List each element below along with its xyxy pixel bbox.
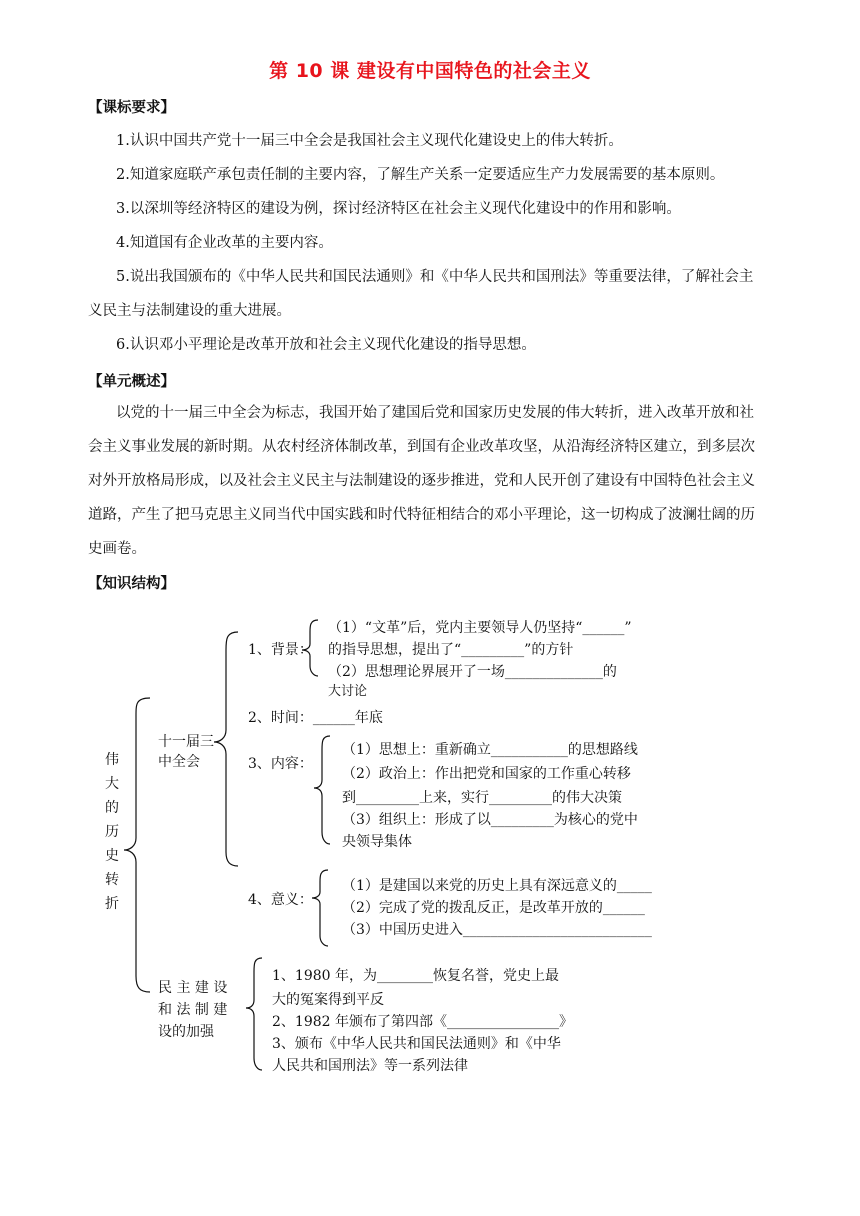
standards-heading: 【课标要求】 [88,100,175,116]
background-line: 大讨论 [328,684,368,699]
content-line: （2）政治上：作出把党和国家的工作重心转移 [342,766,631,782]
standard-item: 1.认识中国共产党十一届三中全会是我国社会主义现代化建设史上的伟大转折。 [116,133,623,149]
significance-line: （2）完成了党的拨乱反正，是改革开放的______ [342,900,645,916]
standard-item-continued: 义民主与法制建设的重大进展。 [88,303,291,319]
standard-item: 5.说出我国颁布的《中华人民共和国民法通则》和《中华人民共和国刑法》等重要法律，了解社会主 [116,269,754,285]
standard-item: 2.知道家庭联产承包责任制的主要内容，了解生产关系一定要适应生产力发展需要的基本原则。 [116,167,725,183]
page-title: 第 10 课 建设有中国特色的社会主义 [269,60,591,82]
overview-line: 会主义事业发展的新时期。从农村经济体制改革，到国有企业改革攻坚，从沿海经济特区建立，到多层次 [88,439,755,455]
root-char: 的 [105,800,119,816]
background-line: 的指导思想，提出了“_________”的方针 [328,642,574,658]
standard-item: 4.知道国有企业改革的主要内容。 [116,235,333,251]
significance-line: （1）是建国以来党的历史上具有深远意义的_____ [342,878,652,894]
root-char: 伟 [105,752,119,768]
legal-label: 和 法 制 建 [158,1002,228,1018]
root-char: 历 [105,824,119,840]
overview-line: 道路，产生了把马克思主义同当代中国实践和时代特征相结合的邓小平理论，这一切构成了波澜壮阔的历 [88,507,755,523]
legal-label: 设的加强 [158,1024,214,1040]
legal-line: 人民共和国刑法》等一系列法律 [272,1058,468,1074]
content-label: 3、内容： [248,756,313,772]
standard-item: 6.认识邓小平理论是改革开放和社会主义现代化建设的指导思想。 [116,337,536,353]
legal-line: 1、1980 年，为________恢复名誉，党史上最 [272,968,559,984]
legal-line: 3、颁布《中华人民共和国民法通则》和《中华 [272,1036,561,1052]
session-label: 中全会 [158,754,200,770]
structure-heading: 【知识结构】 [88,576,175,592]
overview-line: 以党的十一届三中全会为标志，我国开始了建国后党和国家历史发展的伟大转折，进入改革开放和社 [116,405,754,421]
time-label: 2、时间：______年底 [248,710,383,726]
content-line: 到_________上来，实行_________的伟大决策 [342,790,622,806]
legal-line: 2、1982 年颁布了第四部《________________》 [272,1014,573,1030]
background-line: （1）“文革”后，党内主要领导人仍坚持“______” [328,620,632,636]
legal-label: 民 主 建 设 [158,980,228,996]
background-line: （2）思想理论界展开了一场______________的 [328,664,617,680]
content-line: （1）思想上：重新确立___________的思想路线 [342,742,638,758]
root-char: 史 [105,848,119,864]
background-label: 1、背景： [248,642,313,658]
overview-line: 对外开放格局形成，以及社会主义民主与法制建设的逐步推进，党和人民开创了建设有中国特色社会主义 [88,473,755,489]
legal-line: 大的冤案得到平反 [272,992,384,1008]
content-line: （3）组织上：形成了以_________为核心的党中 [342,812,638,828]
standard-item: 3.以深圳等经济特区的建设为例，探讨经济特区在社会主义现代化建设中的作用和影响。 [116,201,681,217]
content-line: 央领导集体 [342,834,412,850]
overview-heading: 【单元概述】 [88,374,175,390]
root-char: 转 [105,872,119,888]
overview-line: 史画卷。 [88,541,146,557]
session-label: 十一届三 [158,734,214,750]
significance-line: （3）中国历史进入___________________________ [342,922,652,938]
root-char: 大 [105,776,119,792]
significance-label: 4、意义： [248,892,313,908]
root-char: 折 [105,896,119,912]
